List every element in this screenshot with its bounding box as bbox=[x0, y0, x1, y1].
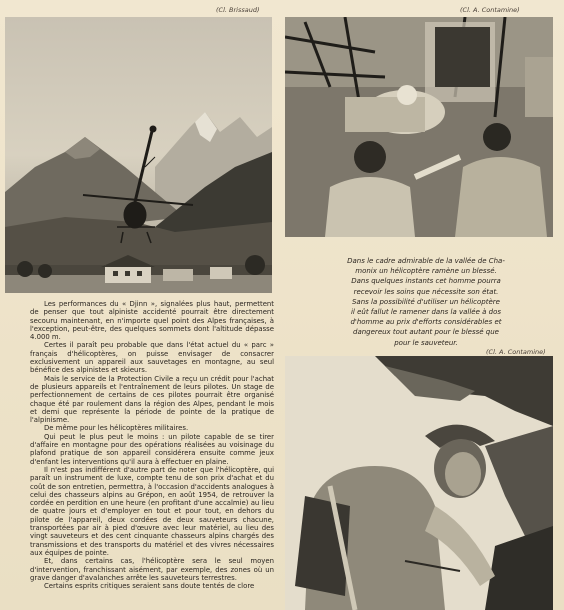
rescue-helicopter-photo bbox=[285, 17, 553, 237]
caption-line: Dans le cadre admirable de la vallée de Cha- bbox=[347, 257, 505, 265]
caption-line: Dans quelques instants cet homme pourra bbox=[351, 277, 501, 286]
article-body bbox=[30, 300, 274, 610]
caption-line: recevoir les soins que nécessite son état. bbox=[353, 287, 499, 296]
caption-line: Sans la possibilité d'utiliser un hélicoptère bbox=[351, 297, 500, 306]
photo-credit-helicopter: (Cl. Brissaud) bbox=[216, 6, 260, 14]
article-paragraph: Les performances du « Djinn », signalées plus haut, permettent de penser que tout alpiniste accidenté pourrait être directement secouru maintenant, en n'importe quel point des Alpes françaises, à l'exception, peut-être, des quelques sommets dont l'altitude dépasse 4.000 m. bbox=[30, 300, 274, 342]
article-paragraph: Certes il paraît peu probable que dans l'état actuel du « parc » français d'hélicoptères, on puisse envisager de consacrer exclusivement un appareil aux sauvetages en montagne, au seul bénéfice des alpinistes et skieurs. bbox=[30, 341, 274, 375]
caption-line: monix un hélicoptère ramène un blessé. bbox=[355, 267, 497, 276]
photo-credit-alpinist: (Cl. A. Contamine) bbox=[486, 348, 546, 356]
article-paragraph: Qui peut le plus peut le moins : un pilote capable de se tirer d'affaire en montagne pour des opérations réalisées au voisinage du plafond pratique de son appareil considérera ensuite comme jeux d'enfant les interventions qu'il aura à effectuer en plaine. bbox=[30, 432, 274, 466]
article-paragraph: Certains esprits critiques seraient sans doute tentés de clore bbox=[44, 582, 255, 591]
caption-line: dangereux tout autant pour le blessé que bbox=[353, 328, 499, 337]
article-paragraph: Et, dans certains cas, l'hélicoptère sera le seul moyen d'intervention, franchissant aisément, par exemple, des zones où un grave danger d'avalanches arrête les sauveteurs terrestres. bbox=[30, 557, 274, 582]
caption-line: pour le sauveteur. bbox=[394, 338, 458, 347]
alpinist-photo bbox=[285, 356, 553, 610]
photo-caption bbox=[318, 256, 534, 348]
article-paragraph: Il n'est pas indifférent d'autre part de noter que l'hélicoptère, qui paraît un instrument de luxe, compte tenu de son prix d'achat et du coût de son entretien, permettra, à l'occasion d'accidents analogues à celui des chasseurs alpins au Grépon, en août 1954, de retrouver la cordée en perdition en une heure (en profitant d'une accalmie) au lieu de quatre jours et d'employer en tout et pour tout, en dehors du pilote de l'appareil, deux cordées de deux sauveteurs chacune, transportées par air à pied d'œuvre avec leur matériel, au lieu des vingt sauveteurs et des cent cinquante chasseurs alpins chargés des transmissions et des transports du matériel et des vivres nécessaires aux équipes de pointe. bbox=[30, 465, 274, 557]
article-paragraph: De même pour les hélicoptères militaires. bbox=[44, 424, 189, 433]
helicopter-valley-photo bbox=[5, 17, 272, 293]
caption-line: il eût fallut le ramener dans la vallée à dos bbox=[350, 308, 502, 317]
caption-line: d'homme au prix d'efforts considérables et bbox=[350, 318, 502, 327]
photo-credit-rescue: (Cl. A. Contamine) bbox=[460, 6, 520, 14]
article-paragraph: Mais le service de la Protection Civile a reçu un crédit pour l'achat de plusieurs appareils et l'entraînement de leurs pilotes. Un stage de perfectionnement de certains de ces pilotes pourrait être organisé chaque été par roulement dans la région des Alpes, pendant le mois et demi que représente la période de pointe de la pratique de l'alpinisme. bbox=[30, 374, 274, 425]
